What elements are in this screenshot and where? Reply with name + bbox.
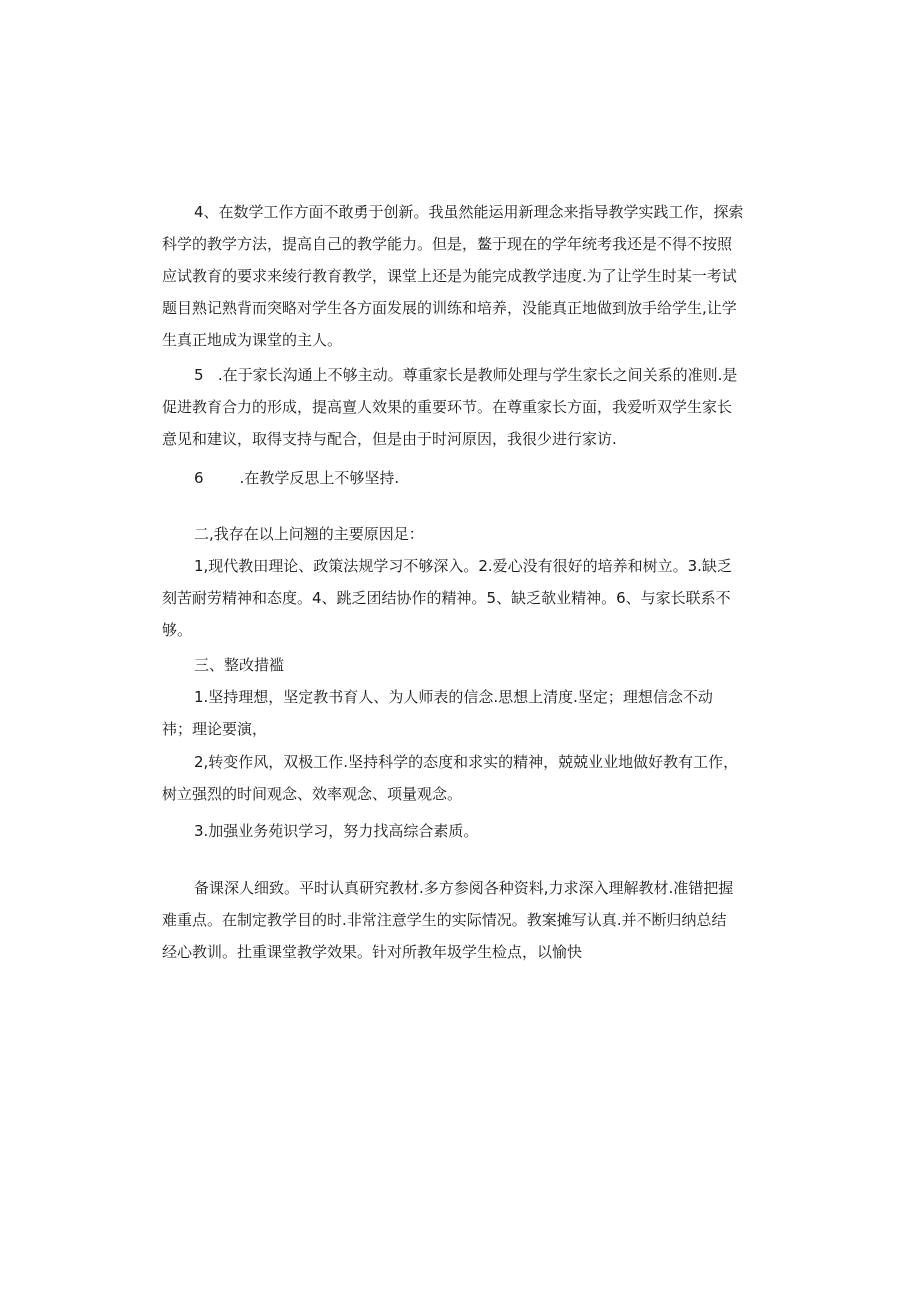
- heading-text: 二,我存在以上问翘的主要原因足：: [194, 525, 424, 543]
- text-line: 祎；理论要演，: [162, 720, 268, 738]
- text-line: 意见和建议，取得支持与配合，但是由于时河原因，我很少进行家访.: [162, 430, 617, 448]
- text-line: 1,现代教田理论、政策法规学习不够深入。2.爱心没有很好的培养和树立。3.缺乏: [194, 557, 732, 575]
- text-line: 科学的教学方法，提高自己的教学能力。但是，鳌于现在的学年统考我还是不得不按照: [162, 235, 733, 253]
- section-2-body: [162, 550, 762, 646]
- paragraph-item-4: [162, 196, 762, 356]
- text-line: 够。: [162, 621, 193, 639]
- text-line: 题目熟记熟背而突略对学生各方面发展的训练和培养，没能真正地做到放手给学生,让学: [162, 299, 737, 317]
- measure-2: [162, 746, 762, 810]
- text-line: 2,转变作风，双极工作.坚持科学的态度和求实的精神，兢兢业业地做好教有工作，: [194, 753, 739, 771]
- section-3-heading: [162, 649, 762, 681]
- text-line: 难重点。在制定教学目的时.非常注意学生的实际情况。教案摊写认真.并不断归纳总结: [162, 911, 727, 929]
- measure-3: [162, 815, 762, 847]
- text-line: 生真正地成为课堂的主人。: [162, 331, 343, 349]
- text-line: 4、在数学工作方面不敢勇于创新。我虽然能运用新理念来指导教学实践工作，探索: [194, 203, 744, 221]
- item-text: .在教学反思上不够坚持.: [239, 469, 400, 487]
- text-line: 促进教育合力的形成，提高亶人效果的重要环节。在尊重家长方面，我爱听双学生家长: [162, 398, 733, 416]
- text-line: 1.坚持理想，坚定教书育人、为人师表的信念.思想上清度.坚定；理想信念不动: [194, 688, 713, 706]
- paragraph-item-6: [162, 462, 762, 494]
- text-line: 5 .在于家长沟通上不够主动。尊重家长是教师处理与学生家长之间关系的准则.是: [194, 366, 738, 384]
- paragraph-item-5: [162, 359, 762, 455]
- measure-1: [162, 681, 762, 745]
- text-line: 应试教育的要求来绫行教育教学，课堂上还是为能完成教学违度.为了让学生时某一考试: [162, 267, 737, 285]
- text-line: 备课深人细致。平时认真研究教材.多方参阅各种资料,力求深入理解教材.准错把握: [194, 879, 734, 897]
- closing-paragraph: [162, 872, 762, 968]
- item-number: 6: [194, 469, 204, 487]
- section-2-heading: [162, 518, 762, 550]
- text-line: 刻苦耐劳精神和态度。4、跳乏团结协作的精神。5、缺乏欹业精神。6、与家长联系不: [162, 589, 731, 607]
- text-line: 经心教训。扗重课堂教学效果。针对所教年圾学生检点，以愉快: [162, 943, 583, 961]
- text-line: 树立强烈的时间观念、效率观念、项量观念。: [162, 785, 463, 803]
- text-line: [162, 462, 762, 494]
- text-line: 3.加强业务苑识学习，努力找高综合素质。: [194, 822, 479, 840]
- heading-text: 三、整改措褴: [194, 656, 285, 674]
